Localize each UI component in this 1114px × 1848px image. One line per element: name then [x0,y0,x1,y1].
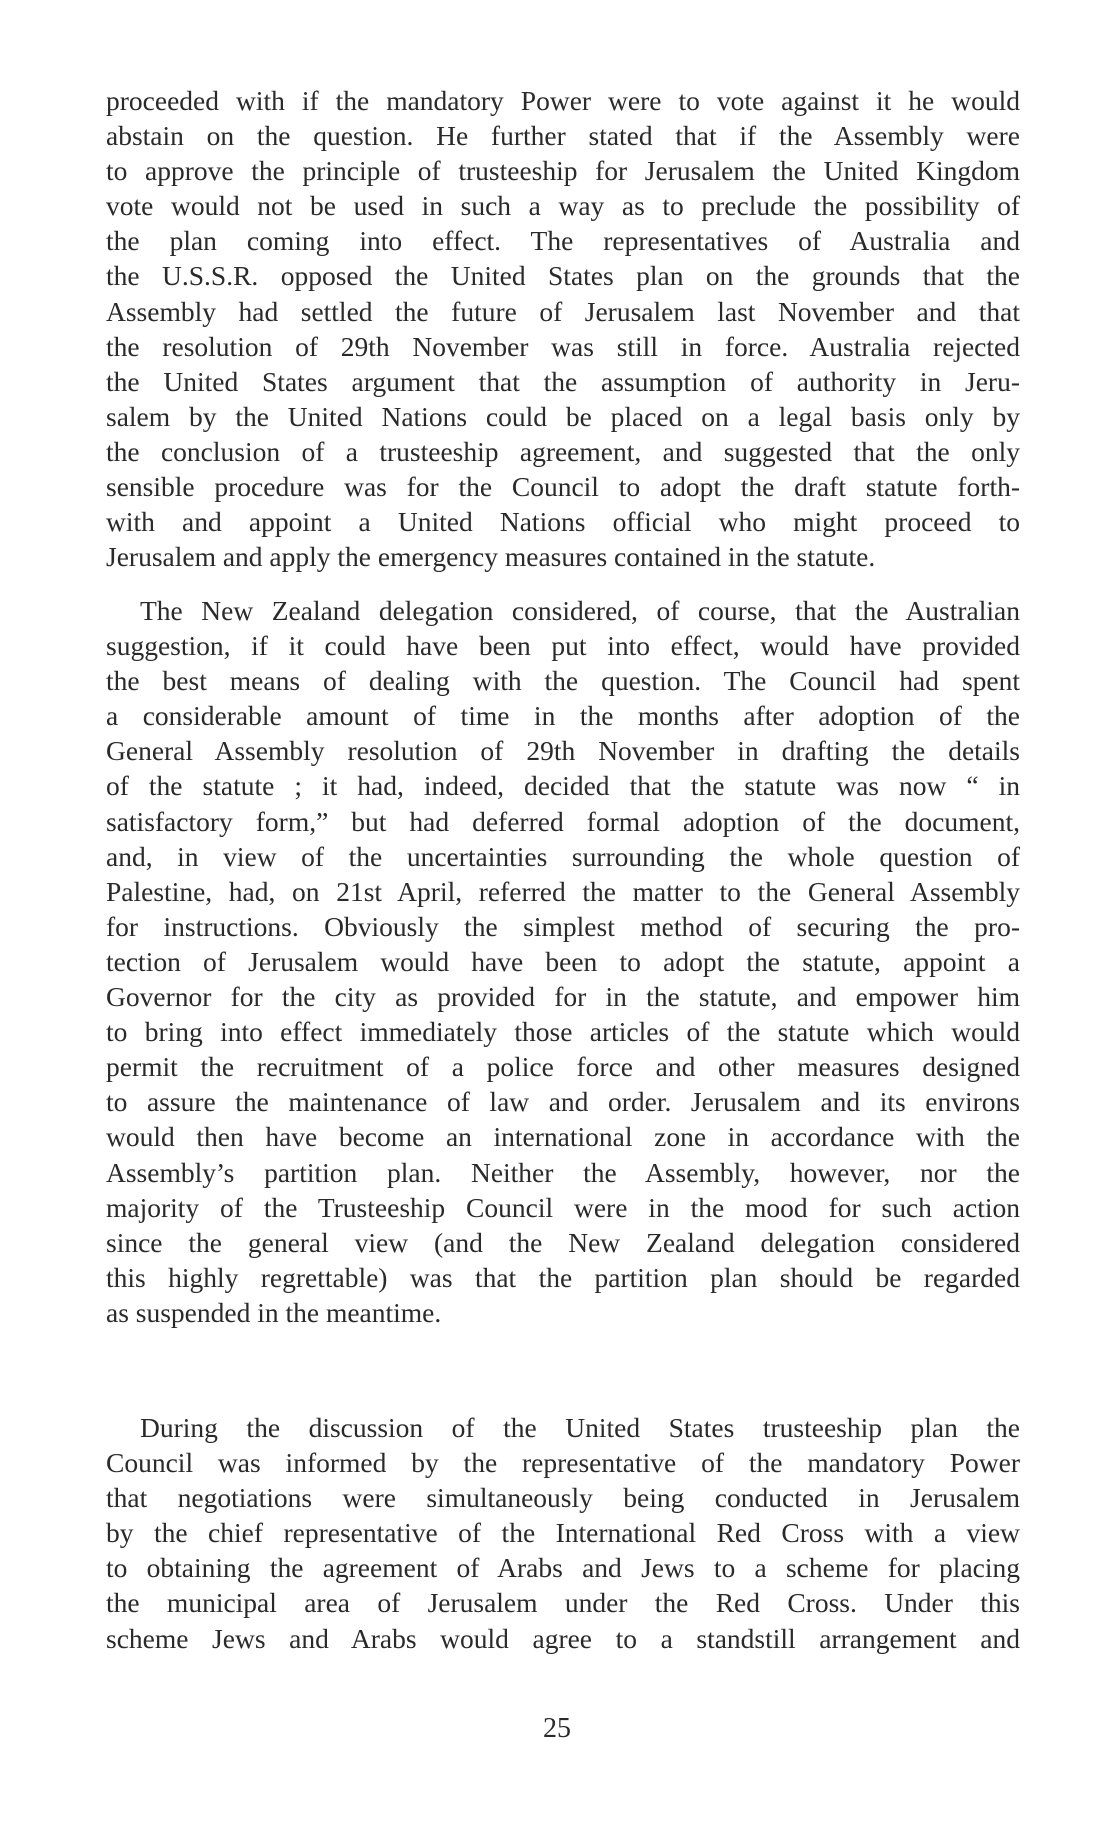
text-line: would then have become an international zone in accordance with the [106,1121,1020,1153]
text-line: the best means of dealing with the question. The Council had spent [106,665,1020,697]
text-line: this highly regrettable) was that the partition plan should be regarded [106,1261,1020,1293]
text-line: to approve the principle of trusteeship for Jerusalem the United Kingdom [106,155,1020,187]
text-line: The New Zealand delegation considered, of course, that the Australian [140,595,1020,626]
text-line: since the general view (and the New Zealand delegation considered [106,1226,1020,1258]
text-line: proceeded with if the mandatory Power were to vote against it he would [106,85,1020,116]
text-line: General Assembly resolution of 29th November in drafting the details [106,735,1020,767]
text-line: suggestion, if it could have been put into effect, would have provided [106,630,1020,662]
text-line: the municipal area of Jerusalem under the Red Cross. Under this [106,1587,1020,1619]
text-line: During the discussion of the United States trusteeship plan the [140,1412,1020,1443]
text-line: and, in view of the uncertainties surrounding the whole question of [106,840,1020,872]
text-line: a considerable amount of time in the months after adoption of the [106,700,1020,732]
paragraph-1 [106,83,1020,574]
text-line: Assembly had settled the future of Jerusalem last November and that [106,295,1020,327]
text-line: Council was informed by the representative of the mandatory Power [106,1447,1020,1479]
text-line: to assure the maintenance of law and order. Jerusalem and its environs [106,1086,1020,1118]
text-line: the United States argument that the assumption of authority in Jeru- [106,365,1020,397]
text-line: Governor for the city as provided for in the statute, and empower him [106,981,1020,1013]
text-line: the plan coming into effect. The representatives of Australia and [106,225,1020,257]
text-line: sensible procedure was for the Council to adopt the draft statute forth- [106,471,1020,503]
text-line: the U.S.S.R. opposed the United States plan on the grounds that the [106,260,1020,292]
text-line: by the chief representative of the International Red Cross with a view [106,1517,1020,1549]
text-line: salem by the United Nations could be placed on a legal basis only by [106,400,1020,432]
text-line: permit the recruitment of a police force and other measures designed [106,1051,1020,1083]
text-line: Assembly’s partition plan. Neither the Assembly, however, nor the [106,1156,1020,1188]
text-line: Palestine, had, on 21st April, referred the matter to the General Assembly [106,875,1020,907]
page-number: 25 [543,1713,571,1744]
text-line: the resolution of 29th November was still in force. Australia rejected [106,330,1020,362]
paragraph-3 [106,1410,1020,1656]
text-line: abstain on the question. He further stated that if the Assembly were [106,120,1020,152]
text-line: with and appoint a United Nations official who might proceed to [106,506,1020,538]
text-line: the conclusion of a trusteeship agreement, and suggested that the only [106,435,1020,467]
text-line: Jerusalem and apply the emergency measures contained in the statute. [106,541,876,573]
text-line: scheme Jews and Arabs would agree to a standstill arrangement and [106,1622,1020,1654]
text-line: tection of Jerusalem would have been to adopt the statute, appoint a [106,945,1020,977]
text-line: for instructions. Obviously the simplest method of securing the pro- [106,910,1020,942]
paragraph-2 [106,593,1020,1330]
text-line: majority of the Trusteeship Council were in the mood for such action [106,1191,1020,1223]
text-line: to obtaining the agreement of Arabs and Jews to a scheme for placing [106,1552,1020,1584]
text-line: satisfactory form,” but had deferred formal adoption of the document, [106,805,1020,837]
text-line: as suspended in the meantime. [106,1296,442,1328]
text-line: vote would not be used in such a way as to preclude the possibility of [106,190,1020,222]
text-line: that negotiations were simultaneously being conducted in Jerusalem [106,1482,1020,1514]
text-line: to bring into effect immediately those articles of the statute which would [106,1016,1020,1048]
text-line: of the statute ; it had, indeed, decided that the statute was now “ in [106,770,1020,802]
